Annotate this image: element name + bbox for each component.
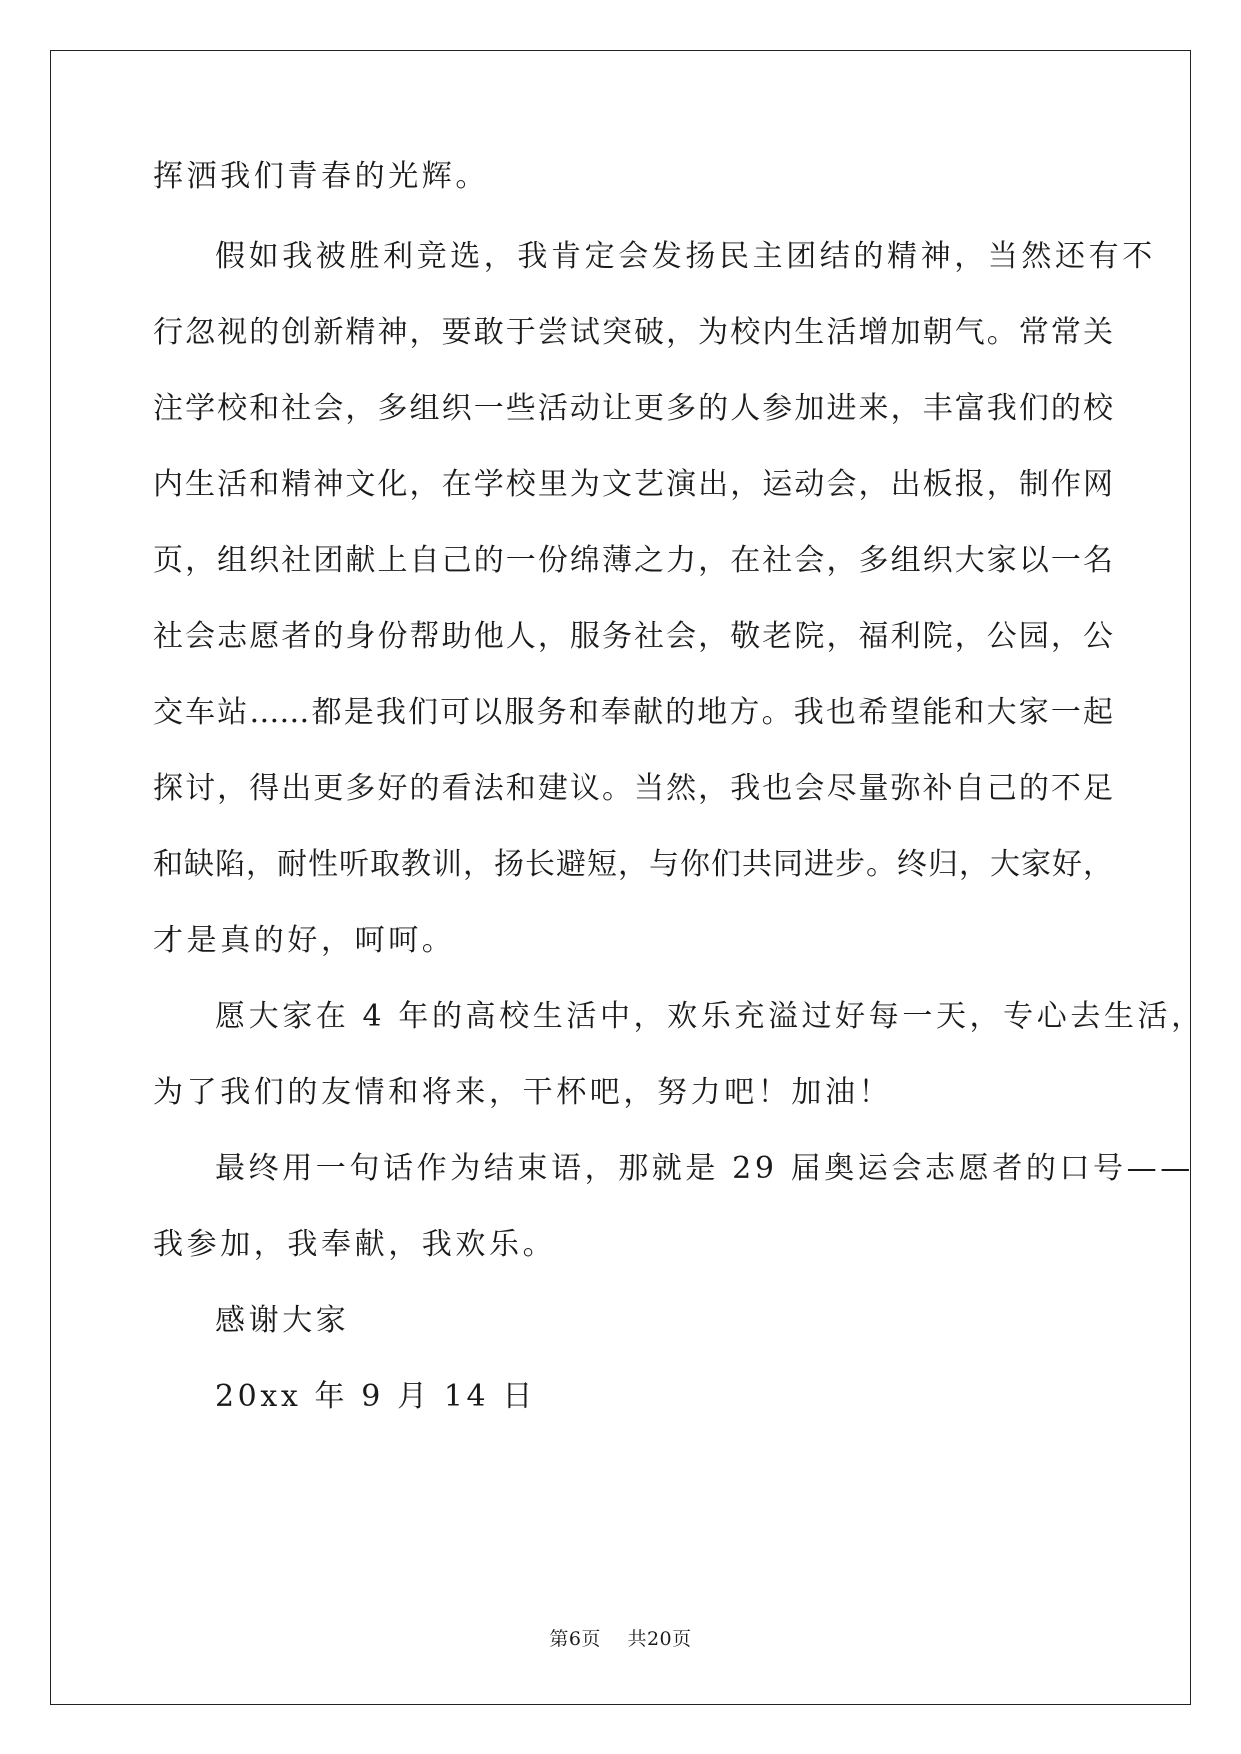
text-line: 探讨，得出更多好的看法和建议。当然，我也会尽量弥补自己的不足 <box>153 771 1113 806</box>
text-line: 为了我们的友情和将来，干杯吧，努力吧！加油！ <box>153 1075 893 1110</box>
text-line: 愿大家在 4 年的高校生活中，欢乐充溢过好每一天，专心去生活， <box>215 999 1205 1034</box>
closing-line: 感谢大家 <box>215 1303 350 1338</box>
text-line: 我参加，我奉献，我欢乐。 <box>153 1227 557 1262</box>
page-number: 第6页 <box>549 1628 601 1650</box>
page-total: 共20页 <box>627 1628 692 1650</box>
text-line: 假如我被胜利竞选，我肯定会发扬民主团结的精神，当然还有不 <box>215 239 1156 274</box>
text-line: 页，组织社团献上自己的一份绵薄之力，在社会，多组织大家以一名 <box>153 543 1113 578</box>
text-line: 才是真的好，呵呵。 <box>153 923 456 958</box>
date-line: 20xx 年 9 月 14 日 <box>215 1379 536 1414</box>
text-line: 行忽视的创新精神，要敢于尝试突破，为校内生活增加朝气。常常关 <box>153 315 1113 350</box>
text-line: 挥洒我们青春的光辉。 <box>153 159 489 194</box>
text-line: 内生活和精神文化，在学校里为文艺演出，运动会，出板报，制作网 <box>153 467 1113 502</box>
text-line: 最终用一句话作为结束语，那就是 29 届奥运会志愿者的口号—— <box>215 1151 1194 1186</box>
text-line: 和缺陷，耐性听取教训，扬长避短，与你们共同进步。终归，大家好， <box>153 847 1113 882</box>
text-line: 注学校和社会，多组织一些活动让更多的人参加进来，丰富我们的校 <box>153 391 1113 426</box>
page-footer <box>0 1629 1241 1649</box>
text-line: 社会志愿者的身份帮助他人，服务社会，敬老院，福利院，公园，公 <box>153 619 1113 654</box>
text-line: 交车站……都是我们可以服务和奉献的地方。我也希望能和大家一起 <box>153 695 1113 730</box>
